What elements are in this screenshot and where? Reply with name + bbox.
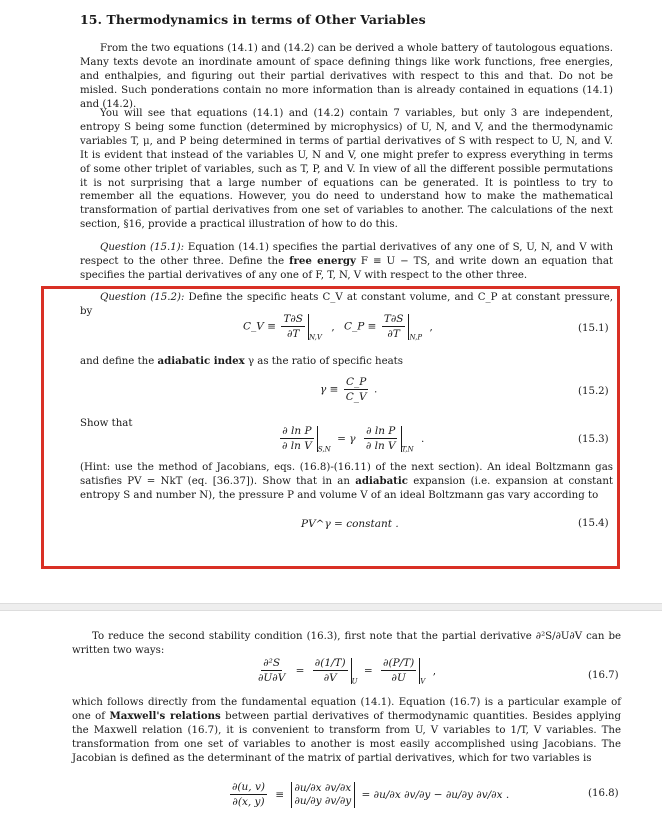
fraction bbox=[364, 425, 398, 452]
gamma-lhs: γ ≡ bbox=[320, 383, 339, 396]
denominator: C_V bbox=[345, 391, 367, 403]
subscript: U bbox=[351, 677, 358, 686]
fraction bbox=[344, 376, 369, 403]
subscript: N,P bbox=[409, 333, 423, 342]
equation-15-3: $\frac{\text{∂ ln P}}{\text{∂ ln V}}$ $_{S,N}$ = γ $\frac{\text{∂ ln P}}{\text{∂ ln V}}$ $_{T,N}$ . bbox=[282, 425, 425, 454]
numerator: T∂S bbox=[283, 313, 303, 325]
cp-lhs: C_P ≡ bbox=[344, 320, 377, 333]
question-label: Question (15.1): bbox=[100, 242, 185, 253]
denominator: ∂V bbox=[323, 672, 337, 684]
equation-number: (15.4) bbox=[578, 518, 609, 529]
hint-paragraph bbox=[80, 461, 613, 503]
denominator: ∂U bbox=[391, 672, 406, 684]
text: γ as the ratio of specific heats bbox=[244, 356, 404, 367]
fraction bbox=[256, 657, 287, 684]
jacobian-expansion: = ∂u/∂x ∂v/∂y − ∂u/∂y ∂v/∂x . bbox=[361, 788, 510, 801]
denominator: ∂(x, y) bbox=[232, 796, 265, 808]
denominator: ∂ ln V bbox=[365, 440, 396, 452]
document-page-bottom bbox=[0, 611, 662, 818]
question-text: Define the specific heats C_V at constant volume, and C_P at constant pressure, by bbox=[80, 292, 613, 317]
adiabatic-index-text bbox=[80, 355, 613, 369]
page-separator bbox=[0, 603, 662, 611]
bold-term: Maxwell's relations bbox=[109, 709, 221, 722]
fraction bbox=[382, 313, 406, 340]
text: and define the bbox=[80, 356, 158, 367]
subscript: S,N bbox=[317, 445, 331, 454]
subscript: T,N bbox=[401, 445, 414, 454]
fraction bbox=[381, 657, 416, 684]
paragraph-variables: You will see that equations (14.1) and (14.2) contain 7 variables, but only 3 are independent, entropy S being some function (determined by microphysics) of U, N, and V, and the thermodynamic variables T, μ, and P being determined in terms of partial derivatives of S with respect to U, N, and V. It is evident that instead of the variables U, N and V, one might prefer to express everything in terms of some other triplet of variables, such as T, P, and V. In view of all the different possible permutations it is not surprising that a large number of equations can be generated. It is pointless to try to remember all the equations. However, you do need to understand how to make the mathematical transformation of partial derivatives from one set of variables to another. The calculations of the next section, §16, provide a practical illustration of how to do this. bbox=[80, 108, 613, 231]
matrix-row: ∂u/∂x ∂v/∂x bbox=[294, 781, 352, 794]
equation-number: (15.2) bbox=[578, 386, 609, 397]
equation-15-2: γ ≡ $\frac{C\_P}{C\_V}$ . bbox=[320, 376, 378, 403]
text: (Hint: use the method of Jacobians, eqs. (16.8)-(16.11) of the next section). An ideal Boltzmann gas satisfies PV = NkT (eq. [36.37]). Show that in an bbox=[80, 462, 613, 487]
fraction bbox=[280, 425, 314, 452]
question-15-1 bbox=[80, 241, 613, 283]
equation-number: (16.7) bbox=[588, 670, 619, 681]
denominator: ∂ ln V bbox=[282, 440, 312, 452]
cv-lhs: C_V ≡ bbox=[243, 320, 277, 333]
equation-number: (15.1) bbox=[578, 323, 609, 334]
denominator: ∂T bbox=[286, 328, 300, 340]
numerator: ∂(u, v) bbox=[232, 781, 265, 793]
question-label: Question (15.2): bbox=[100, 292, 185, 303]
paragraph-maxwell bbox=[72, 696, 621, 766]
question-text-cont: F ≡ U − TS, and write down an equation that specifies the partial derivatives of any one of F, T, N, V with respect to the other three. bbox=[80, 255, 613, 281]
equation-15-1: C_V ≡ $\frac{T\partial S}{\partial T}$ $_{N,V}$ , C_P ≡ $\frac{T\partial S}{\partial T}$ $_{N,P}$ , bbox=[243, 313, 433, 342]
subscript: N,V bbox=[309, 333, 322, 342]
numerator: ∂(1/T) bbox=[314, 657, 346, 669]
paragraph-stability: To reduce the second stability condition (16.3), first note that the partial derivative ∂²S/∂U∂V can be written two ways: bbox=[72, 631, 621, 656]
numerator: ∂ ln P bbox=[366, 425, 396, 437]
fraction bbox=[313, 657, 348, 684]
equation-16-7: $\frac{\text{∂²S}}{\partial U\partial V}$ = $\frac{\partial(1/T)}{\partial V}$ $_U$ = $\frac{\partial(P/T)}{\partial U}$ $_V$ , bbox=[258, 657, 437, 686]
text: expansion (i.e. expansion at constant entropy S and number N), the pressure P and volume V of an ideal Boltzmann gas vary according to bbox=[80, 475, 613, 501]
text: which follows directly from the fundamental equation (14.1). Equation (16.7) is a particular example of one of bbox=[72, 697, 621, 722]
question-text: Equation (14.1) specifies the partial derivatives of any one of S, U, N, and V with respect to the other three. Define the bbox=[80, 242, 613, 267]
equals-gamma: = γ bbox=[337, 432, 356, 445]
equation-number: (15.3) bbox=[578, 434, 609, 445]
text: between partial derivatives of thermodynamic quantities. Besides applying the Maxwell relation (16.7), it is convenient to transform from U, V variables to 1/T, V variables. The transformation from one set of variables to another is most easily accomplished using Jacobians. The Jacobian is defined as the determinant of the matrix of partial derivatives, which for two variables is bbox=[72, 710, 621, 764]
show-that-text: Show that bbox=[80, 418, 133, 429]
matrix-row: ∂u/∂y ∂v/∂y bbox=[294, 794, 352, 807]
fraction bbox=[230, 781, 267, 808]
numerator: ∂(P/T) bbox=[383, 657, 415, 669]
fraction bbox=[281, 313, 305, 340]
paragraph-intro: From the two equations (14.1) and (14.2) can be derived a whole battery of tautologous equations. Many texts devote an inordinate amount of space defining things like work functions, free energies, and enthalpies, and figuring out their partial derivatives with respect to this and that. Do not be misled. Such ponderations contain no more information than is already contained in equations (14.1) and (14.2). bbox=[80, 43, 613, 110]
subscript: V bbox=[420, 677, 426, 686]
denominator: ∂U∂V bbox=[258, 672, 286, 684]
numerator: ∂²S bbox=[263, 657, 281, 669]
equation-16-8: $\frac{\partial(u, v)}{\partial(x, y)}$ ≡ ∂u/∂x ∂v/∂x ∂u/∂y ∂v/∂y = ∂u/∂x ∂v/∂y − ∂u/∂y ∂v/∂x . bbox=[232, 781, 510, 808]
jacobian-matrix bbox=[291, 782, 356, 808]
numerator: ∂ ln P bbox=[282, 425, 312, 437]
numerator: C_P bbox=[346, 376, 367, 388]
section-title: 15. Thermodynamics in terms of Other Variables bbox=[80, 12, 426, 27]
bold-term: adiabatic bbox=[355, 474, 408, 487]
equation-15-4: PV^γ = constant . bbox=[301, 518, 399, 530]
numerator: T∂S bbox=[383, 313, 404, 325]
denominator: ∂T bbox=[387, 328, 400, 340]
bold-term: free energy bbox=[289, 254, 356, 267]
equation-number: (16.8) bbox=[588, 788, 619, 799]
bold-term: adiabatic index bbox=[157, 355, 245, 367]
